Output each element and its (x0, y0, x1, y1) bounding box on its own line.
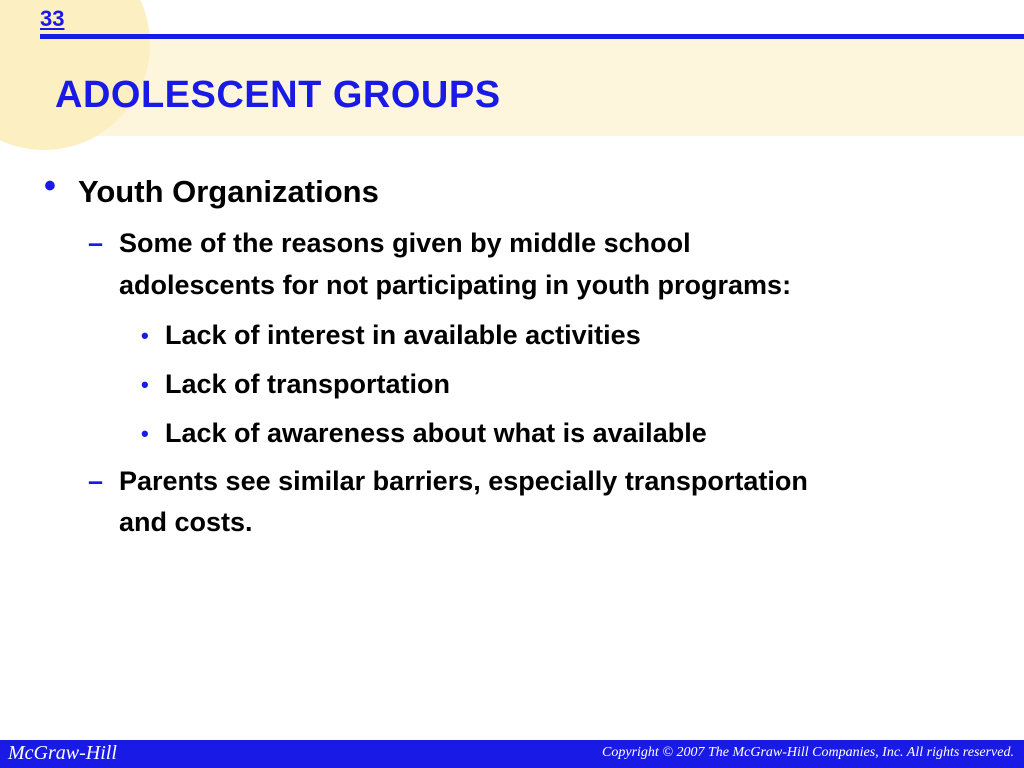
dash-bullet-icon: – (88, 228, 104, 258)
footer-bar (0, 740, 1024, 768)
slide-number: 33 (40, 6, 65, 31)
copyright-notice: Copyright © 2007 The McGraw-Hill Companies, Inc. All rights reserved. (602, 745, 1014, 760)
dash-bullet-icon: – (88, 466, 104, 496)
top-rule (40, 34, 1024, 39)
reason-item: Lack of transportation (165, 369, 451, 399)
bullet-dot-icon: • (141, 323, 149, 348)
slide-title: ADOLESCENT GROUPS (55, 74, 501, 116)
bullet-level1: Youth Organizations (78, 174, 379, 209)
sub-bullet-1-line-2: adolescents for not participating in youth programs: (119, 270, 792, 300)
bullet-dot-icon: • (141, 421, 149, 446)
publisher-brand: McGraw-Hill (8, 742, 117, 764)
sub-bullet-2-line-2: and costs. (119, 507, 253, 537)
bullet-dot-icon: • (141, 372, 149, 397)
reason-item: Lack of interest in available activities (165, 320, 641, 350)
bullet-dot-icon: • (44, 167, 56, 205)
sub-bullet-1-line-1: Some of the reasons given by middle school (119, 228, 691, 258)
sub-bullet-2-line-1: Parents see similar barriers, especially transportation (119, 466, 808, 496)
reason-item: Lack of awareness about what is available (165, 418, 707, 448)
